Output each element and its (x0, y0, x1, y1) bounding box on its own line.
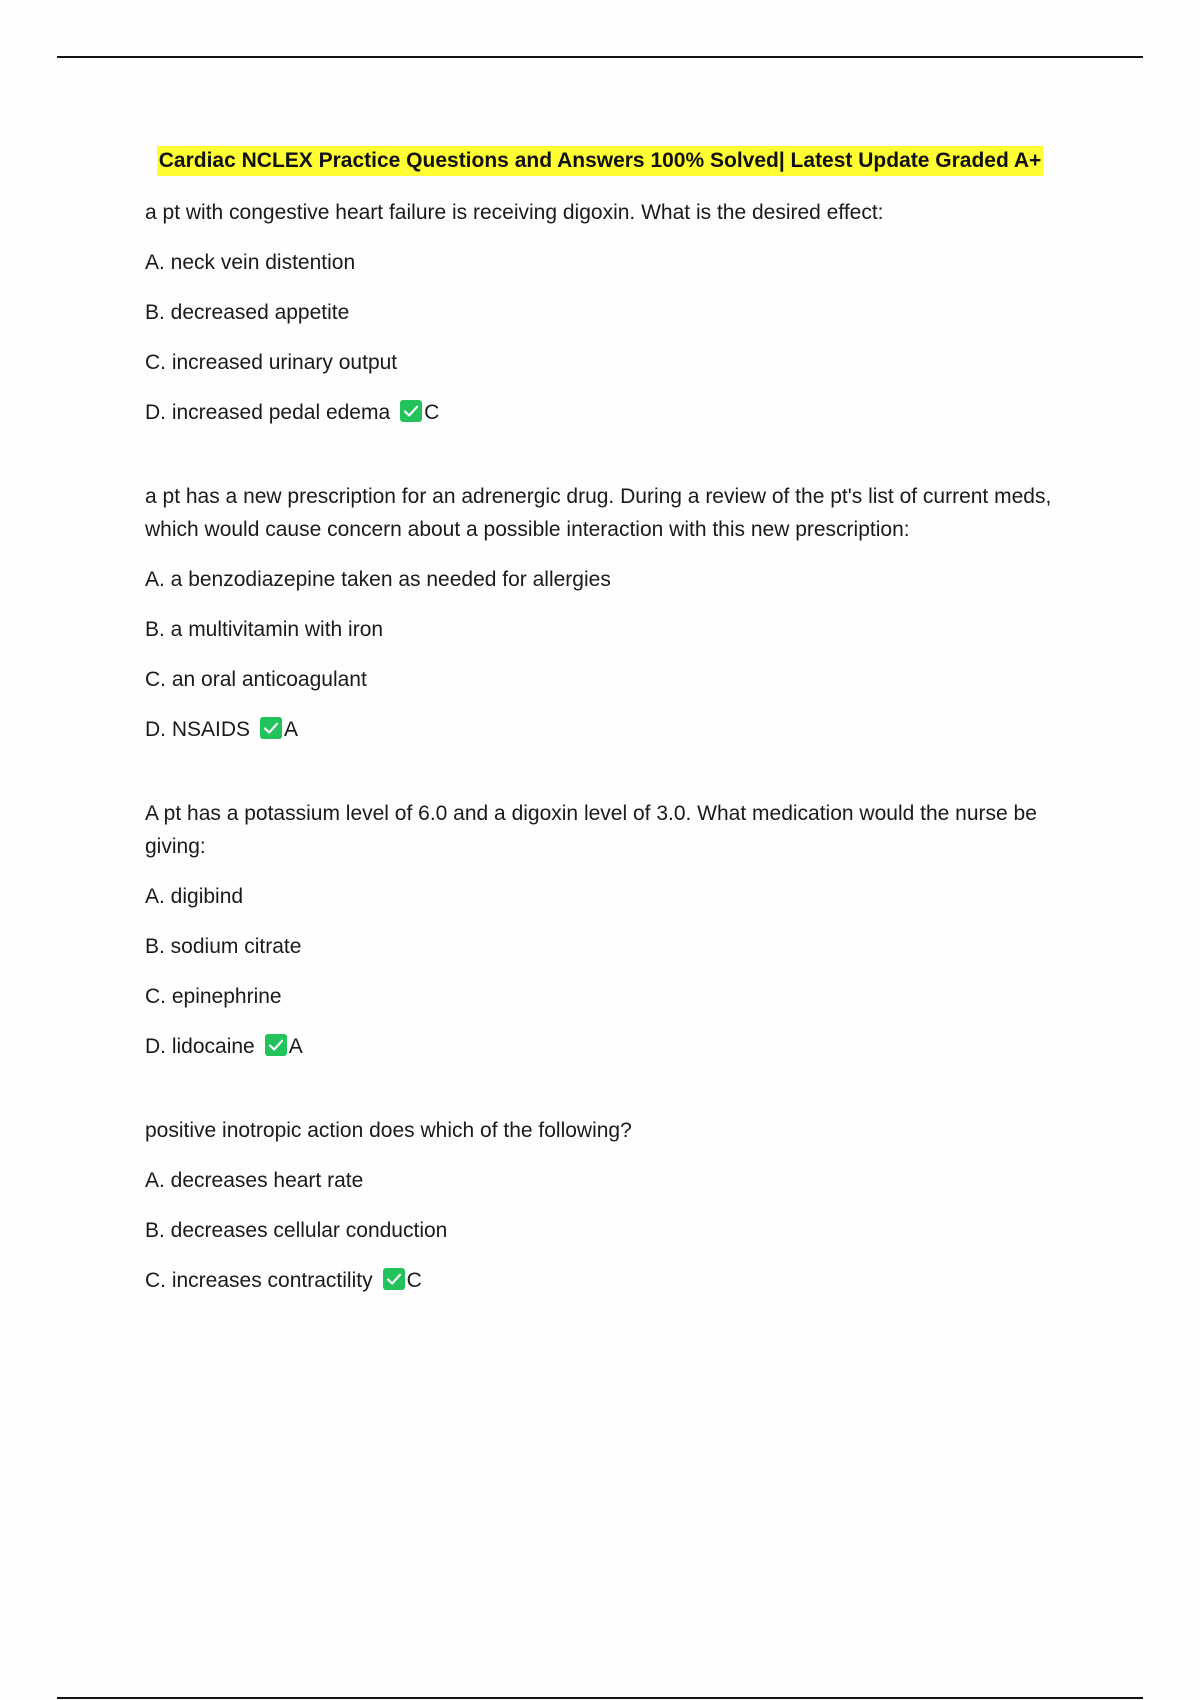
option: B. a multivitamin with iron (145, 618, 384, 641)
question-text: a pt with congestive heart failure is receiving digoxin. What is the desired effect: (145, 201, 884, 224)
option: A. neck vein distention (145, 251, 356, 274)
option-text: D. NSAIDS (145, 718, 251, 741)
question-text: A pt has a potassium level of 6.0 and a digoxin level of 3.0. What medication would the nurse be giving: (145, 802, 1037, 858)
option: A. digibind (145, 885, 244, 908)
check-mark-icon (400, 400, 422, 422)
option: C. an oral anticoagulant (145, 668, 367, 691)
option-text: D. increased pedal edema (145, 401, 391, 424)
answer-letter: A (288, 1035, 303, 1058)
option: A. a benzodiazepine taken as needed for allergies (145, 568, 611, 591)
option-with-answer (145, 396, 1065, 429)
question-block (145, 196, 1065, 429)
option: B. decreased appetite (145, 301, 350, 324)
check-mark-icon (383, 1268, 405, 1290)
question-block (145, 1114, 1065, 1297)
answer-letter: C (406, 1269, 422, 1292)
questions-list (145, 196, 1065, 1348)
check-mark-icon (260, 717, 282, 739)
option-text: C. increases contractility (145, 1269, 373, 1292)
answer-letter: A (284, 718, 299, 741)
question-text: a pt has a new prescription for an adrenergic drug. During a review of the pt's list of current meds, which would cause concern about a possible interaction with this new prescription: (145, 485, 1052, 541)
question-block (145, 797, 1065, 1063)
bottom-rule (57, 1697, 1143, 1699)
check-mark-icon (265, 1034, 287, 1056)
question-block (145, 480, 1065, 746)
option: C. increased urinary output (145, 351, 398, 374)
top-rule (57, 56, 1143, 58)
option: A. decreases heart rate (145, 1169, 364, 1192)
answer-letter: C (424, 401, 440, 424)
option-with-answer (145, 1264, 1065, 1297)
title-container (0, 146, 1200, 176)
question-text: positive inotropic action does which of the following? (145, 1119, 632, 1142)
option-text: D. lidocaine (145, 1035, 255, 1058)
option-with-answer (145, 1030, 1065, 1063)
document-title: Cardiac NCLEX Practice Questions and Answers 100% Solved| Latest Update Graded A+ (157, 146, 1044, 176)
option: C. epinephrine (145, 985, 282, 1008)
option: B. sodium citrate (145, 935, 302, 958)
option-with-answer (145, 713, 1065, 746)
option: B. decreases cellular conduction (145, 1219, 448, 1242)
